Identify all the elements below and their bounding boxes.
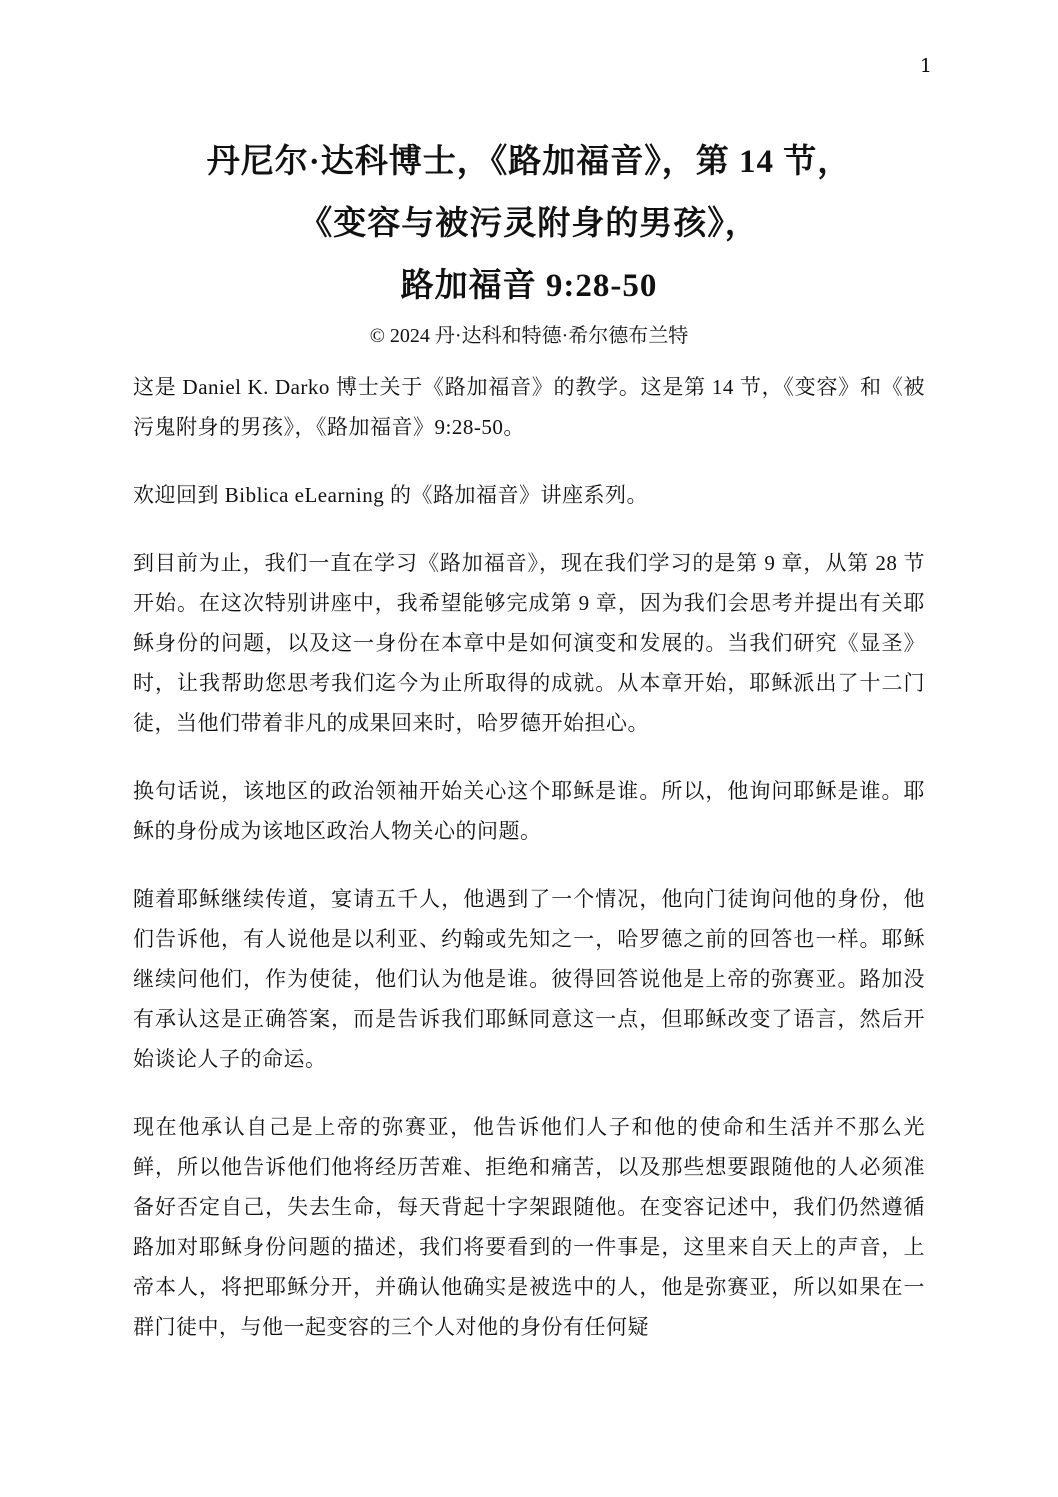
document-content [133, 0, 925, 1375]
paragraph: 这是 Daniel K. Darko 博士关于《路加福音》的教学。这是第 14 节，《变容》和《被污鬼附身的男孩》，《路加福音》9:28-50。 [133, 375, 925, 439]
page-number: 1 [919, 55, 932, 77]
title-line-1: 丹尼尔·达科博士，《路加福音》，第 14 节， [206, 144, 852, 180]
copyright-line: © 2024 丹·达科和特德·希尔德布兰特 [369, 325, 689, 347]
document-body [133, 367, 925, 1347]
title-line-3: 路加福音 9:28-50 [400, 268, 658, 304]
paragraph: 到目前为止，我们一直在学习《路加福音》，现在我们学习的是第 9 章，从第 28 节开始。在这次特别讲座中，我希望能够完成第 9 章，因为我们会思考并提出有关耶稣身份的问题，以及这一身份在本章中是如何演变和发展的。当我们研究《显圣》时，让我帮助您思考我们迄今为止所取得的成就。从本章开始，耶稣派出了十二门徒，当他们带着非凡的成果回来时，哈罗德开始担心。 [133, 551, 925, 735]
paragraph: 换句话说，该地区的政治领袖开始关心这个耶稣是谁。所以，他询问耶稣是谁。耶稣的身份成为该地区政治人物关心的问题。 [133, 779, 925, 843]
paragraph: 随着耶稣继续传道，宴请五千人，他遇到了一个情况，他向门徒询问他的身份，他们告诉他，有人说他是以利亚、约翰或先知之一，哈罗德之前的回答也一样。耶稣继续问他们，作为使徒，他们认为他是谁。彼得回答说他是上帝的弥赛亚。路加没有承认这是正确答案，而是告诉我们耶稣同意这一点，但耶稣改变了语言，然后开始谈论人子的命运。 [133, 887, 925, 1071]
paragraph: 欢迎回到 Biblica eLearning 的《路加福音》讲座系列。 [133, 483, 649, 507]
paragraph: 现在他承认自己是上帝的弥赛亚，他告诉他们人子和他的使命和生活并不那么光鲜，所以他告诉他们他将经历苦难、拒绝和痛苦，以及那些想要跟随他的人必须准备好否定自己，失去生命，每天背起十字架跟随他。在变容记述中，我们仍然遵循路加对耶稣身份问题的描述，我们将要看到的一件事是，这里来自天上的声音，上帝本人，将把耶稣分开，并确认他确实是被选中的人，他是弥赛亚，所以如果在一群门徒中，与他一起变容的三个人对他的身份有任何疑 [133, 1115, 925, 1339]
document-title [133, 131, 925, 317]
title-line-2: 《变容与被污灵附身的男孩》， [299, 206, 759, 242]
